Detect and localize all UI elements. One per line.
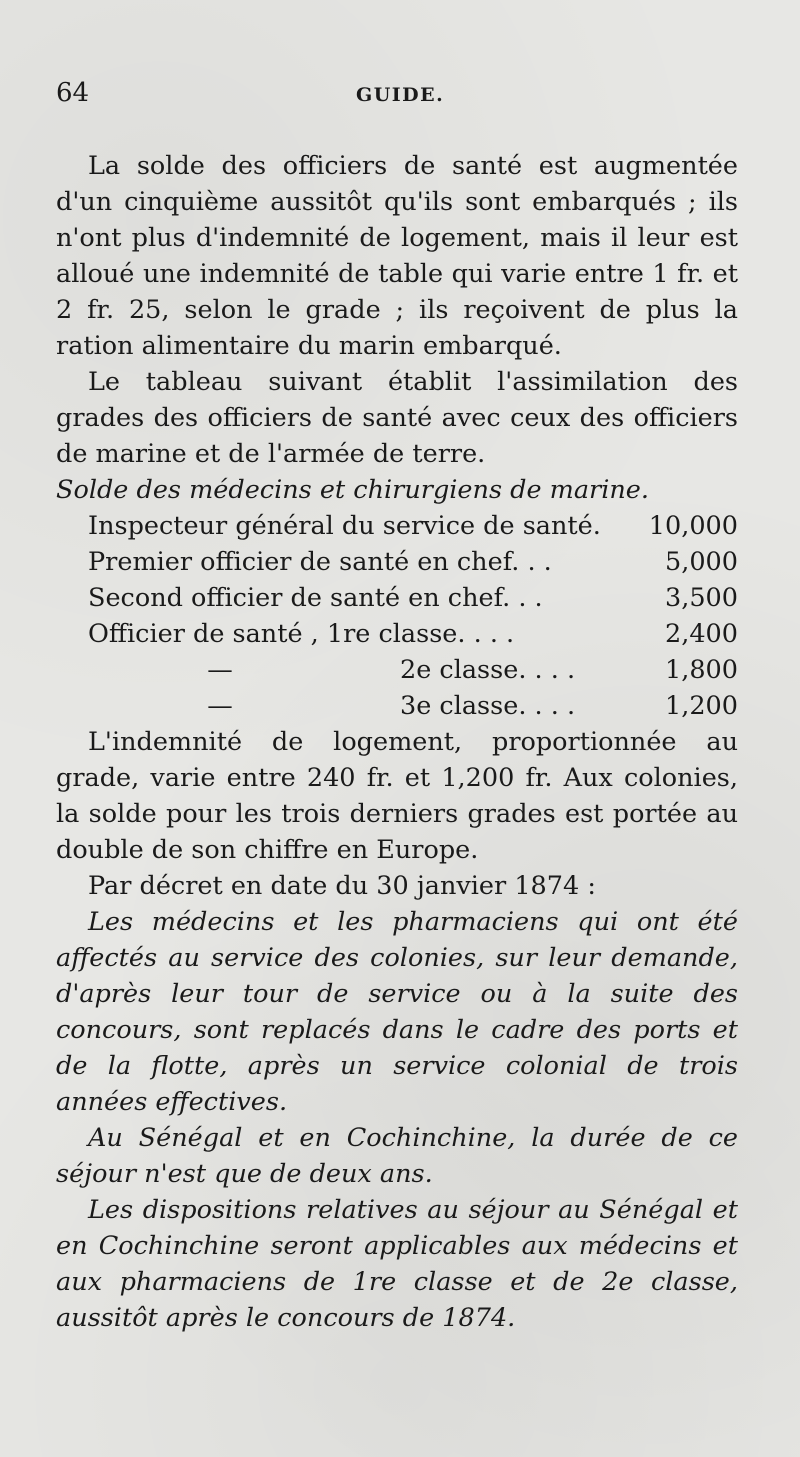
- page-number: 64: [56, 78, 90, 108]
- paragraph-senegal: Au Sénégal et en Cochinchine, la durée de ce séjour n'est que de deux ans.: [56, 1123, 738, 1189]
- row-value: 3,500: [664, 583, 738, 613]
- row-value: 5,000: [664, 547, 738, 577]
- row-label: Officier de santé , 1re classe. . . .: [88, 619, 515, 649]
- row-value: 2,400: [664, 619, 738, 649]
- row-label: 2e classe. . . .: [400, 655, 576, 685]
- paragraph-decree: Par décret en date du 30 janvier 1874 :: [88, 871, 596, 901]
- row-label: Premier officier de santé en chef. . .: [88, 547, 552, 577]
- row-value: 1,200: [664, 691, 738, 721]
- table-row: [56, 688, 738, 724]
- row-value: 10,000: [648, 511, 738, 541]
- paragraph-provisions: Les dispositions relatives au séjour au Sénégal et en Cochinchine seront applicables aux médecins et aux pharmaciens de 1re classe et de 2e classe, aussitôt après le concours de 1874.: [56, 1195, 738, 1333]
- table-title: Solde des médecins et chirurgiens de marine.: [56, 475, 649, 505]
- ditto-dash: —: [207, 655, 233, 685]
- running-title: GUIDE.: [356, 84, 445, 106]
- table-row: [56, 652, 738, 688]
- running-head: [56, 78, 738, 118]
- table-row: [56, 508, 738, 544]
- paragraph-housing-allowance: L'indemnité de logement, proportionnée au grade, varie entre 240 fr. et 1,200 fr. Aux colonies, la solde pour les trois derniers grades est portée au double de son chiffre en Europe.: [56, 727, 738, 865]
- ditto-dash: —: [207, 691, 233, 721]
- page-body: [56, 148, 738, 1336]
- paragraph-pay-increase: La solde des officiers de santé est augmentée d'un cinquième aussitôt qu'ils sont embarqués ; ils n'ont plus d'indemnité de logement, mais il leur est alloué une indemnité de table qui varie entre 1 fr. et 2 fr. 25, selon le grade ; ils reçoivent de plus la ration alimentaire du marin embarqué.: [56, 151, 738, 361]
- table-row: [56, 616, 738, 652]
- row-label: Second officier de santé en chef. . .: [88, 583, 543, 613]
- table-row: [56, 544, 738, 580]
- row-value: 1,800: [664, 655, 738, 685]
- row-label: Inspecteur général du service de santé.: [88, 511, 601, 541]
- paragraph-assimilation: Le tableau suivant établit l'assimilation des grades des officiers de santé avec ceux des officiers de marine et de l'armée de terre.: [56, 367, 738, 469]
- salary-table: [56, 508, 738, 724]
- table-row: [56, 580, 738, 616]
- paragraph-decree-text: Les médecins et les pharmaciens qui ont été affectés au service des colonies, sur leur demande, d'après leur tour de service ou à la suite des concours, sont replacés dans le cadre des ports et de la flotte, après un service colonial de trois années effectives.: [56, 907, 738, 1117]
- row-label: 3e classe. . . .: [400, 691, 576, 721]
